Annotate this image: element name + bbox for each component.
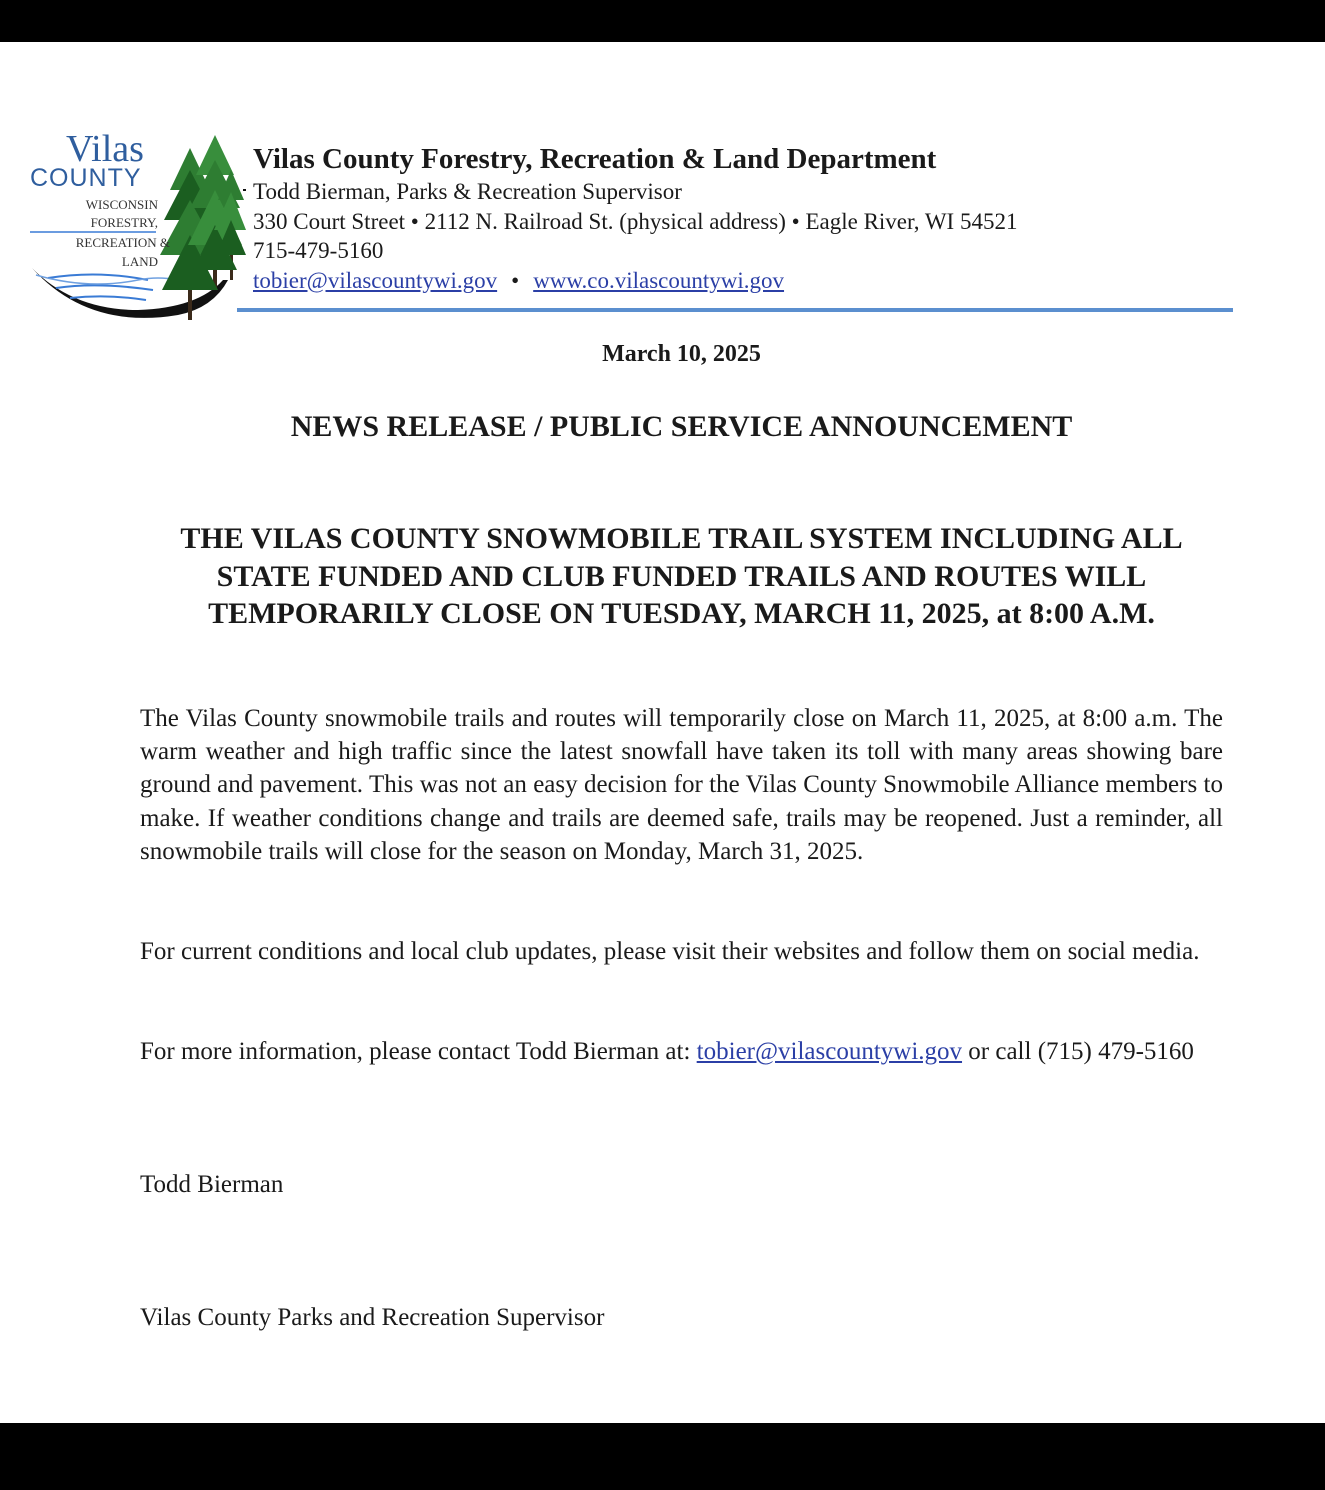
address: 330 Court Street • 2112 N. Railroad St. (physical address) • Eagle River, WI 54521 — [253, 208, 1018, 234]
release-date: March 10, 2025 — [602, 341, 761, 367]
logo-vilas-text: Vilas — [66, 128, 144, 170]
contact-phone-text: or call (715) 479-5160 — [962, 1038, 1194, 1065]
logo-land-text: LAND — [121, 254, 158, 269]
logo-forestry-text: FORESTRY, — [90, 215, 158, 230]
news-release-page — [0, 42, 1325, 1423]
phone: 715-479-5160 — [253, 238, 384, 263]
headline: THE VILAS COUNTY SNOWMOBILE TRAIL SYSTEM INCLUDING ALL STATE FUNDED AND CLUB FUNDED TRAILS AND ROUTES WILL TEMPORARILY CLOSE ON TUESDAY, MARCH 11, 2025, at 8:00 A.M. — [180, 522, 1183, 630]
release-type-heading: NEWS RELEASE / PUBLIC SERVICE ANNOUNCEMENT — [290, 410, 1073, 443]
contact-text: For more information, please contact Todd Bierman at: — [140, 1038, 697, 1065]
department-name: Vilas County Forestry, Recreation & Land Department — [253, 143, 937, 175]
signature-title: Vilas County Parks and Recreation Supervisor — [140, 1304, 605, 1331]
contact-email-link[interactable]: tobier@vilascountywi.gov — [696, 1038, 963, 1065]
body-paragraph-3 — [140, 1035, 1223, 1068]
link-separator: • — [511, 267, 520, 293]
logo-county-text: COUNTY — [30, 164, 142, 192]
logo-recreation-text: RECREATION & — [75, 235, 170, 250]
header-email-link[interactable]: tobier@vilascountywi.gov — [253, 267, 498, 293]
letterhead-divider — [237, 308, 1233, 312]
vilas-county-logo — [28, 130, 248, 325]
signature-name: Todd Bierman — [140, 1171, 284, 1198]
contact-person: Todd Bierman, Parks & Recreation Supervisor — [253, 179, 682, 204]
website-link[interactable]: www.co.vilascountywi.gov — [533, 267, 785, 293]
letterhead — [253, 142, 1017, 295]
body-paragraph-2: For current conditions and local club updates, please visit their websites and follow them on social media. — [140, 938, 1200, 965]
body-paragraph-1: The Vilas County snowmobile trails and routes will temporarily close on March 11, 2025, at 8:00 a.m. The warm weather and high traffic since the latest snowfall have taken its toll with many areas showing bare ground and pavement. This was not an easy decision for the Vilas County Snowmobile Alliance members to make. If weather conditions change and trails are deemed safe, trails may be reopened. Just a reminder, all snowmobile trails will close for the season on Monday, March 31, 2025. — [140, 705, 1223, 865]
header-links — [253, 266, 1017, 296]
logo-wisconsin-text: WISCONSIN — [85, 197, 158, 212]
